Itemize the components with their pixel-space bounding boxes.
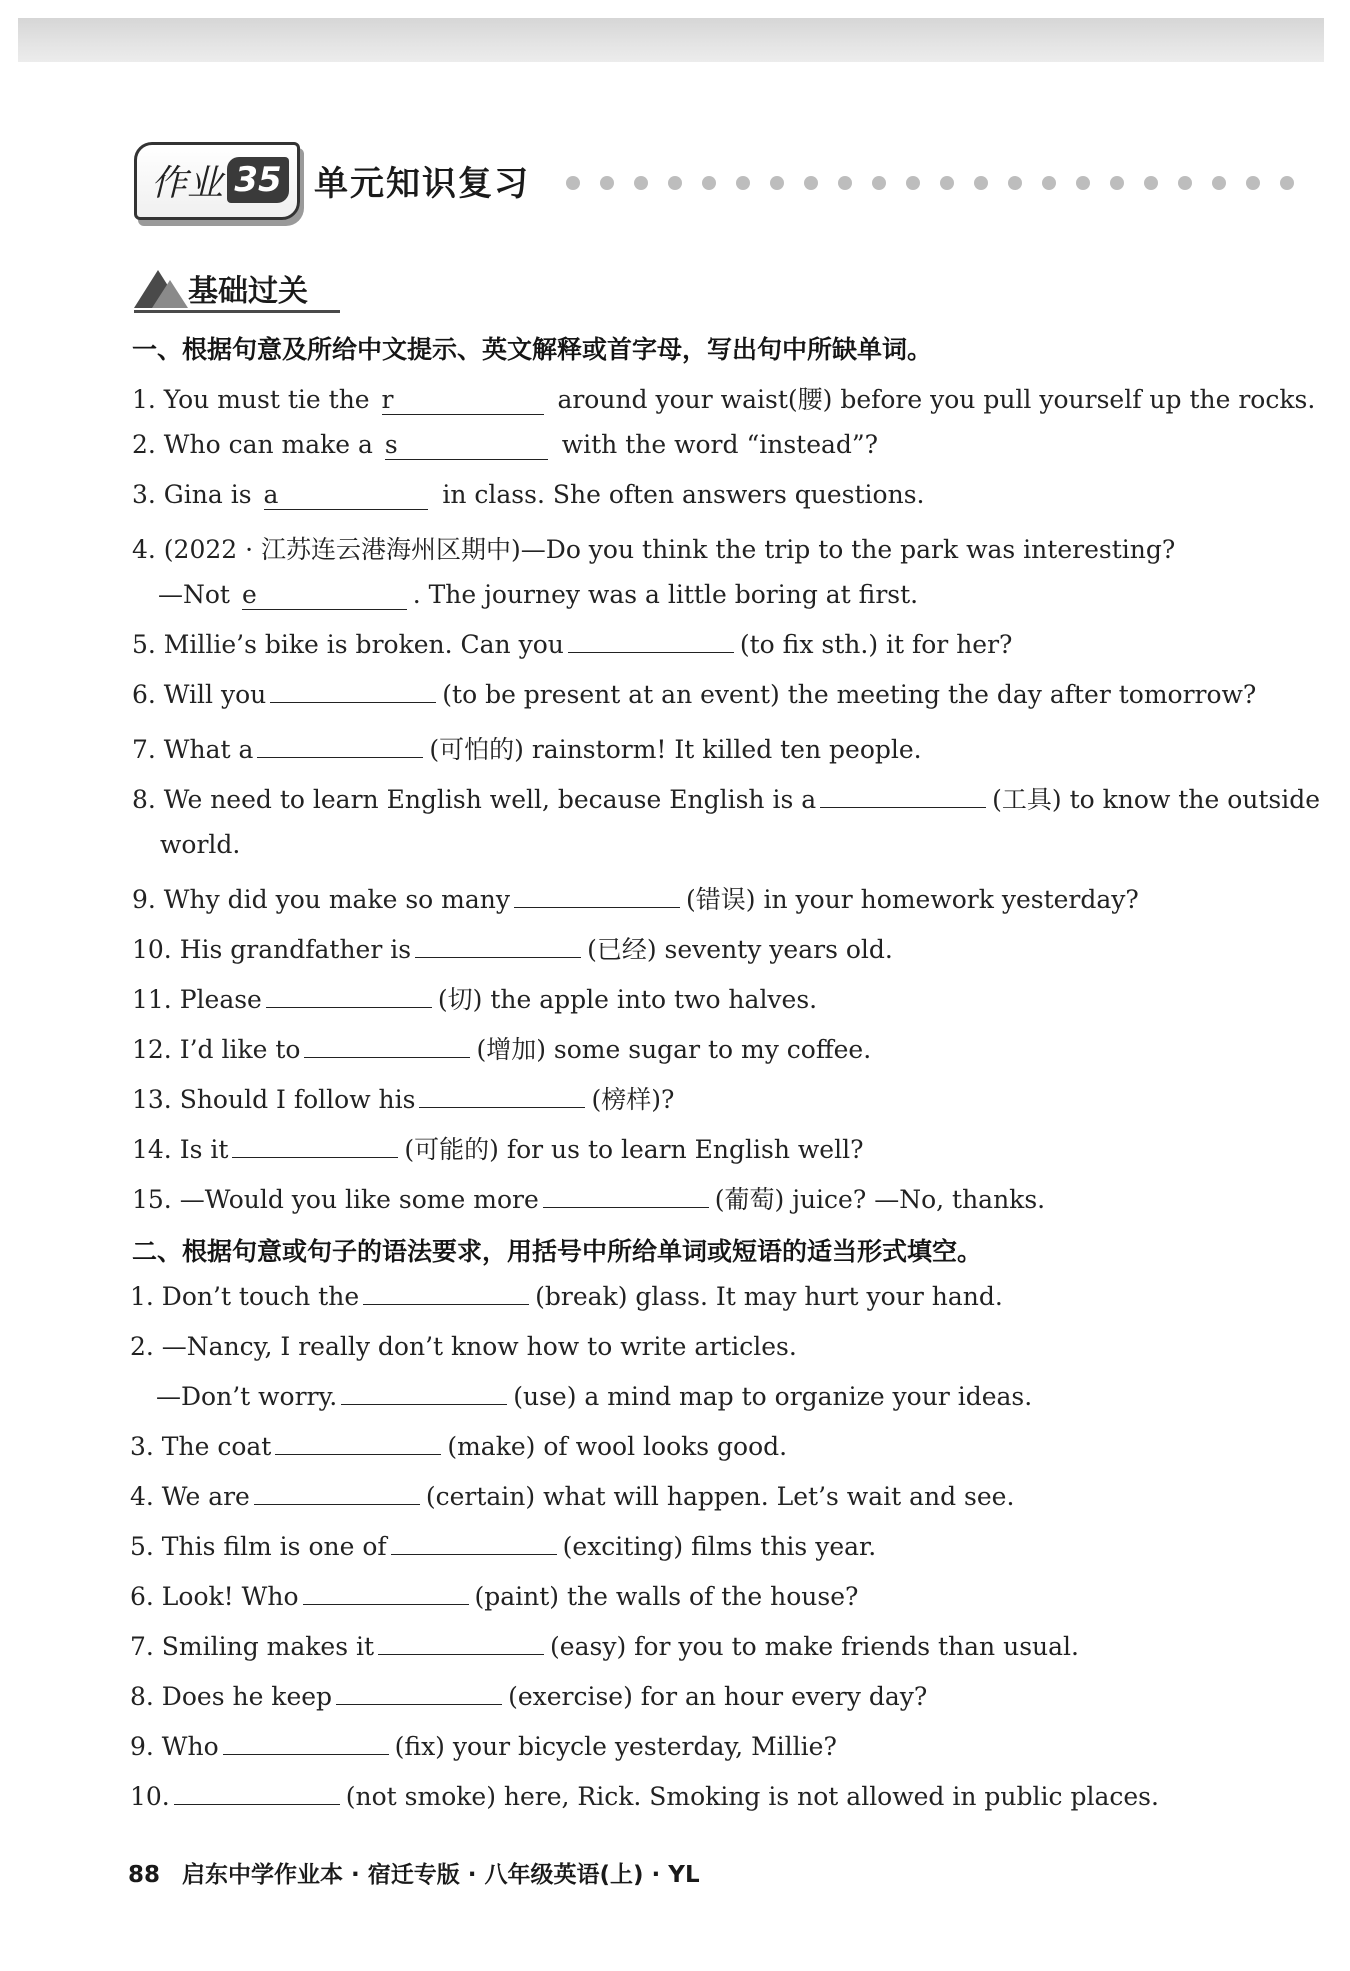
question bbox=[130, 1332, 797, 1361]
question bbox=[130, 1282, 1003, 1311]
question-text: 7. What a bbox=[132, 735, 254, 764]
assignment-number: 35 bbox=[227, 157, 289, 203]
section-underline bbox=[134, 310, 340, 313]
dot bbox=[1076, 176, 1090, 190]
question-text: 1. You must tie the bbox=[132, 385, 370, 414]
answer-blank[interactable] bbox=[270, 680, 436, 703]
question-text: (make) of wool looks good. bbox=[447, 1432, 788, 1461]
question-text: 4. (2022 · 江苏连云港海州区期中)—Do you think the trip to the park was interesting? bbox=[132, 535, 1176, 564]
assignment-word: 作业 bbox=[151, 163, 224, 204]
answer-blank[interactable] bbox=[382, 385, 544, 415]
question bbox=[132, 880, 1139, 916]
question-text: world. bbox=[160, 830, 241, 859]
question-text: (葡萄) juice? —No, thanks. bbox=[714, 1185, 1046, 1214]
question-text: 12. I’d like to bbox=[132, 1035, 301, 1064]
question-text: 6. Will you bbox=[132, 680, 267, 709]
question bbox=[130, 1582, 858, 1611]
dot bbox=[940, 176, 954, 190]
dot bbox=[838, 176, 852, 190]
question-text: 10. His grandfather is bbox=[132, 935, 412, 964]
dot bbox=[600, 176, 614, 190]
question-text: 7. Smiling makes it bbox=[130, 1632, 375, 1661]
answer-blank[interactable] bbox=[543, 1185, 709, 1208]
question bbox=[132, 1030, 871, 1066]
part2-instruction: 二、根据句意或句子的语法要求，用括号中所给单词或短语的适当形式填空。 bbox=[132, 1237, 983, 1266]
answer-blank[interactable] bbox=[264, 480, 429, 510]
answer-blank[interactable] bbox=[568, 630, 734, 653]
question-text: (to be present at an event) the meeting the day after tomorrow? bbox=[442, 680, 1257, 709]
answer-blank[interactable] bbox=[391, 1532, 557, 1555]
unit-review-title: 单元知识复习 bbox=[314, 164, 530, 204]
answer-blank[interactable] bbox=[275, 1432, 441, 1455]
question-text: 9. Who bbox=[130, 1732, 219, 1761]
question-text: 13. Should I follow his bbox=[132, 1085, 416, 1114]
dot bbox=[1280, 176, 1294, 190]
answer-blank[interactable] bbox=[419, 1085, 585, 1108]
question-text: 8. We need to learn English well, because English is a bbox=[132, 785, 817, 814]
answer-blank[interactable] bbox=[378, 1632, 544, 1655]
page-footer bbox=[128, 1856, 700, 1889]
answer-blank[interactable] bbox=[385, 430, 548, 460]
assignment-header bbox=[134, 138, 1334, 226]
question-text: 5. This film is one of bbox=[130, 1532, 387, 1561]
question-text: 3. Gina is bbox=[132, 480, 252, 509]
question bbox=[132, 680, 1256, 709]
question bbox=[132, 1130, 864, 1166]
question-text: (exercise) for an hour every day? bbox=[508, 1682, 928, 1711]
question-text: (paint) the walls of the house? bbox=[474, 1582, 859, 1611]
question-text: 2. —Nancy, I really don’t know how to write articles. bbox=[130, 1332, 797, 1361]
question-text: with the word “instead”? bbox=[561, 430, 879, 459]
question bbox=[132, 380, 1315, 416]
question-text: (可怕的) rainstorm! It killed ten people. bbox=[429, 735, 922, 764]
dot bbox=[804, 176, 818, 190]
question bbox=[132, 980, 817, 1016]
question-text: (已经) seventy years old. bbox=[587, 935, 893, 964]
answer-blank[interactable] bbox=[514, 885, 680, 908]
question-text: 5. Millie’s bike is broken. Can you bbox=[132, 630, 564, 659]
dot bbox=[1246, 176, 1260, 190]
dot bbox=[872, 176, 886, 190]
question bbox=[158, 580, 918, 610]
question bbox=[130, 1632, 1079, 1661]
question-text: (榜样)? bbox=[591, 1085, 675, 1114]
decorative-dots bbox=[566, 176, 1336, 190]
answer-blank[interactable] bbox=[174, 1782, 340, 1805]
answer-blank[interactable] bbox=[303, 1582, 469, 1605]
dot bbox=[1144, 176, 1158, 190]
answer-blank[interactable] bbox=[266, 985, 432, 1008]
question-text: 15. —Would you like some more bbox=[132, 1185, 539, 1214]
dot bbox=[770, 176, 784, 190]
question-text: (工具) to know the outside bbox=[992, 785, 1321, 814]
answer-blank[interactable] bbox=[242, 580, 407, 610]
question-text: around your waist(腰) before you pull yourself up the rocks. bbox=[557, 385, 1316, 414]
question-text: in class. She often answers questions. bbox=[442, 480, 925, 509]
question-text: (可能的) for us to learn English well? bbox=[404, 1135, 864, 1164]
question-text: 10. bbox=[130, 1782, 170, 1811]
question bbox=[132, 480, 924, 510]
dot bbox=[634, 176, 648, 190]
answer-blank[interactable] bbox=[232, 1135, 398, 1158]
answer-blank[interactable] bbox=[304, 1035, 470, 1058]
question-text: 6. Look! Who bbox=[130, 1582, 299, 1611]
question-text: 3. The coat bbox=[130, 1432, 272, 1461]
mountain-icon-inner bbox=[152, 280, 188, 308]
answer-blank[interactable] bbox=[336, 1682, 502, 1705]
question bbox=[132, 630, 1012, 659]
question-text: (easy) for you to make friends than usual. bbox=[550, 1632, 1079, 1661]
question-text: (use) a mind map to organize your ideas. bbox=[513, 1382, 1033, 1411]
answer-blank[interactable] bbox=[363, 1282, 529, 1305]
question bbox=[130, 1432, 787, 1461]
question bbox=[132, 530, 1175, 566]
question-text: 4. We are bbox=[130, 1482, 250, 1511]
question bbox=[132, 1080, 674, 1116]
initial-letter: a bbox=[263, 480, 279, 509]
question-text: (certain) what will happen. Let’s wait and see. bbox=[425, 1482, 1015, 1511]
dot bbox=[566, 176, 580, 190]
question-text: —Not bbox=[158, 580, 230, 609]
dot bbox=[1178, 176, 1192, 190]
question-text: 2. Who can make a bbox=[132, 430, 373, 459]
question bbox=[132, 780, 1320, 816]
question-text: (错误) in your homework yesterday? bbox=[686, 885, 1139, 914]
question bbox=[132, 430, 878, 460]
initial-letter: e bbox=[241, 580, 257, 609]
answer-blank[interactable] bbox=[254, 1482, 420, 1505]
question-text: 11. Please bbox=[132, 985, 262, 1014]
section-label: 基础过关 bbox=[188, 274, 308, 309]
question-text: 8. Does he keep bbox=[130, 1682, 333, 1711]
question-text: . The journey was a little boring at first. bbox=[412, 580, 919, 609]
dot bbox=[1110, 176, 1124, 190]
initial-letter: r bbox=[381, 385, 394, 414]
question-text: (增加) some sugar to my coffee. bbox=[476, 1035, 872, 1064]
question bbox=[132, 1180, 1045, 1216]
answer-blank[interactable] bbox=[223, 1732, 389, 1755]
answer-blank[interactable] bbox=[257, 735, 423, 758]
scan-top-band bbox=[18, 18, 1324, 62]
dot bbox=[1042, 176, 1056, 190]
answer-blank[interactable] bbox=[415, 935, 581, 958]
assignment-badge bbox=[134, 142, 300, 220]
question bbox=[130, 1682, 927, 1711]
question-text: (break) glass. It may hurt your hand. bbox=[535, 1282, 1003, 1311]
question-text: 1. Don’t touch the bbox=[130, 1282, 360, 1311]
question-text: (to fix sth.) it for her? bbox=[739, 630, 1013, 659]
dot bbox=[906, 176, 920, 190]
answer-blank[interactable] bbox=[820, 785, 986, 808]
question bbox=[130, 1782, 1159, 1811]
question bbox=[156, 1382, 1032, 1411]
question bbox=[132, 930, 893, 966]
dot bbox=[974, 176, 988, 190]
dot bbox=[668, 176, 682, 190]
initial-letter: s bbox=[384, 430, 398, 459]
section-basic bbox=[134, 266, 364, 312]
question bbox=[160, 830, 240, 859]
question-text: (exciting) films this year. bbox=[562, 1532, 877, 1561]
question-text: (切) the apple into two halves. bbox=[437, 985, 818, 1014]
answer-blank[interactable] bbox=[341, 1382, 507, 1405]
question-text: 14. Is it bbox=[132, 1135, 229, 1164]
dot bbox=[702, 176, 716, 190]
dot bbox=[1008, 176, 1022, 190]
dot bbox=[1212, 176, 1226, 190]
question bbox=[132, 730, 922, 766]
question-text: —Don’t worry. bbox=[156, 1382, 338, 1411]
question bbox=[130, 1482, 1014, 1511]
question-text: (not smoke) here, Rick. Smoking is not allowed in public places. bbox=[345, 1782, 1159, 1811]
book-title: 启东中学作业本 · 宿迁专版 · 八年级英语(上) · YL bbox=[182, 1862, 700, 1888]
question-text: (fix) your bicycle yesterday, Millie? bbox=[394, 1732, 837, 1761]
question-text: 9. Why did you make so many bbox=[132, 885, 511, 914]
page-number: 88 bbox=[128, 1862, 161, 1888]
dot bbox=[736, 176, 750, 190]
part1-instruction: 一、根据句意及所给中文提示、英文解释或首字母，写出句中所缺单词。 bbox=[132, 335, 933, 364]
question bbox=[130, 1732, 837, 1761]
question bbox=[130, 1532, 876, 1561]
